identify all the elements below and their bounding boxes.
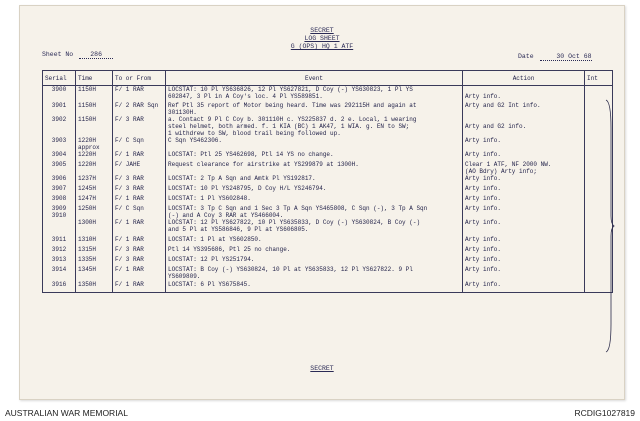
cell-from: F/ C Sqn [113, 137, 166, 151]
cell-serial: 3903 [43, 137, 76, 151]
header-to-or-from: To or From [113, 71, 166, 86]
cell-event: LOCSTAT: 1 Pl at YS602850. [166, 236, 463, 246]
cell-action: Arty info. [463, 185, 585, 195]
cell-event: LOCSTAT: 3 Tp C Sqn and 1 Sec 3 Tp A Sqn YS465808, C Sqn (-), 3 Tp A Sqn (-) and A Coy 3 RAR at YS466004. [166, 205, 463, 219]
cell-serial [43, 219, 76, 236]
header-int: Int [585, 71, 613, 86]
log-sheet-page [19, 5, 625, 400]
cell-from: F/ 2 RAR Sqn [113, 102, 166, 116]
cell-event: LOCSTAT: B Coy (-) YS630824, 10 Pl at YS635833, 12 Pl YS627822. 9 Pl YS609809. [166, 266, 463, 281]
cell-serial: 3906 [43, 175, 76, 185]
sheet-number-value: 286 [79, 51, 113, 59]
cell-event: LOCSTAT: 2 Tp A Sqn and Amtk Pl YS192817. [166, 175, 463, 185]
cell-time: 1237H [76, 175, 113, 185]
table-row [43, 161, 613, 175]
cell-from: F/ 1 RAR [113, 151, 166, 161]
cell-serial: 3916 [43, 281, 76, 293]
cell-time: 1345H [76, 266, 113, 281]
sheet-number [42, 51, 113, 59]
cell-from: F/ 1 RAR [113, 236, 166, 246]
cell-action: Arty info. [463, 256, 585, 266]
cell-serial: 3905 [43, 161, 76, 175]
cell-time: 1247H [76, 195, 113, 205]
cell-from: F/ 3 RAR [113, 175, 166, 185]
classification-bottom: SECRET [310, 365, 334, 372]
table-row [43, 137, 613, 151]
archive-id: RCDIG1027819 [574, 408, 635, 418]
cell-serial: 3907 [43, 185, 76, 195]
cell-action: Arty info. [463, 236, 585, 246]
cell-time: 1250H [76, 205, 113, 219]
cell-time: 1245H [76, 185, 113, 195]
table-row [43, 246, 613, 256]
classification-top: SECRET [310, 27, 334, 34]
sheet-date [518, 53, 592, 61]
table-row [43, 102, 613, 116]
header-serial: Serial [43, 71, 76, 86]
cell-time: 1335H [76, 256, 113, 266]
cell-serial: 3902 [43, 116, 76, 137]
cell-time: 1310H [76, 236, 113, 246]
cell-from: F/ 3 RAR [113, 185, 166, 195]
table-row [43, 86, 613, 102]
table-row [43, 205, 613, 219]
table-row [43, 266, 613, 281]
table-header-row [43, 71, 613, 86]
cell-event: Ref Ptl 35 report of Motor being heard. Time was 292115H and again at 301130H. [166, 102, 463, 116]
cell-action: Arty info. [463, 137, 585, 151]
sheet-title: LOG SHEET [304, 35, 340, 42]
margin-brace-mark [603, 98, 615, 354]
cell-event: LOCSTAT: 12 Pl YS627822, 10 Pl YS635833, D Coy (-) YS630824, B Coy (-) and 5 Pl at YS586846, 9 Pl at YS606805. [166, 219, 463, 236]
cell-time: 1315H [76, 246, 113, 256]
cell-serial: 3913 [43, 256, 76, 266]
cell-action: Arty info. [463, 86, 585, 102]
cell-event: C Sqn YS462306. [166, 137, 463, 151]
table-row [43, 116, 613, 137]
cell-from: F/ 1 RAR [113, 195, 166, 205]
cell-from: F/ 1 RAR [113, 86, 166, 102]
cell-time: 1220H approx [76, 137, 113, 151]
cell-time: 1300H [76, 219, 113, 236]
cell-event: a. Contact 9 Pl C Coy b. 301110H c. YS225837 d. 2 e. Local, 1 wearing steel helmet, both armed. f. 1 KIA (BC) 1 AK47, 1 WIA. g. EN to SW; 1 withdrew to SW, blood trail being followed up. [166, 116, 463, 137]
cell-action: Arty info. [463, 246, 585, 256]
cell-action: Arty info. [463, 281, 585, 293]
cell-action: Arty info. [463, 266, 585, 281]
cell-action: Arty info. [463, 205, 585, 219]
cell-action: Arty info. [463, 195, 585, 205]
cell-serial: 3908 [43, 195, 76, 205]
cell-event: LOCSTAT: 6 Pl YS675845. [166, 281, 463, 293]
table-row [43, 151, 613, 161]
cell-from: F/ 1 RAR [113, 219, 166, 236]
cell-action: Arty and G2 Int info. [463, 102, 585, 116]
table-row [43, 281, 613, 293]
cell-action: Arty info. [463, 219, 585, 236]
table-row [43, 185, 613, 195]
table-row [43, 195, 613, 205]
header-event: Event [166, 71, 463, 86]
cell-event: LOCSTAT: 1 Pl YS602848. [166, 195, 463, 205]
cell-event: Ptl 14 YS395686, Ptl 25 no change. [166, 246, 463, 256]
cell-action: Clear 1 ATF, NF 2000 NW. (AO Bdry) Arty info; [463, 161, 585, 175]
cell-time: 1350H [76, 281, 113, 293]
cell-action: Arty info. [463, 151, 585, 161]
cell-time: 1220H [76, 151, 113, 161]
sheet-number-label: Sheet No [42, 51, 74, 58]
cell-from: F/ 3 RAR [113, 116, 166, 137]
cell-serial: 3911 [43, 236, 76, 246]
cell-serial: 3901 [43, 102, 76, 116]
table-row [43, 236, 613, 246]
cell-event: LOCSTAT: 10 Pl YS248795, D Coy H/L YS246794. [166, 185, 463, 195]
log-table [42, 70, 613, 293]
table-row [43, 256, 613, 266]
cell-from: F/ C Sqn [113, 205, 166, 219]
table-row [43, 175, 613, 185]
cell-event: LOCSTAT: 12 Pl YS251794. [166, 256, 463, 266]
cell-action: Arty and G2 info. [463, 116, 585, 137]
cell-from: F/ 3 RAR [113, 256, 166, 266]
cell-time: 1150H [76, 86, 113, 102]
archive-name: AUSTRALIAN WAR MEMORIAL [5, 408, 128, 418]
header-time: Time [76, 71, 113, 86]
cell-serial: 3914 [43, 266, 76, 281]
cell-time: 1150H [76, 102, 113, 116]
cell-serial: 3909 3910 [43, 205, 76, 219]
header-action: Action [463, 71, 585, 86]
cell-serial: 3904 [43, 151, 76, 161]
cell-event: LOCSTAT: Ptl 25 YS462698, Ptl 14 YS no change. [166, 151, 463, 161]
date-value: 30 Oct 68 [540, 53, 592, 61]
cell-event: LOCSTAT: 10 Pl YS636826, 12 Pl YS627821, D Coy (-) YS630823, 1 Pl YS 602847, 3 Pl in A Coy's loc. 4 Pl YS589851. [166, 86, 463, 102]
unit-name: G (OPS) HQ 1 ATF [290, 43, 354, 50]
cell-action: Arty info. [463, 175, 585, 185]
cell-from: F/ 1 RAR [113, 281, 166, 293]
cell-serial: 3900 [43, 86, 76, 102]
cell-time: 1150H [76, 116, 113, 137]
cell-from: F/ JAHE [113, 161, 166, 175]
cell-event: Request clearance for airstrike at YS299879 at 1300H. [166, 161, 463, 175]
cell-from: F/ 3 RAR [113, 246, 166, 256]
table-row [43, 219, 613, 236]
date-label: Date [518, 53, 534, 60]
cell-serial: 3912 [43, 246, 76, 256]
cell-time: 1220H [76, 161, 113, 175]
cell-from: F/ 1 RAR [113, 266, 166, 281]
